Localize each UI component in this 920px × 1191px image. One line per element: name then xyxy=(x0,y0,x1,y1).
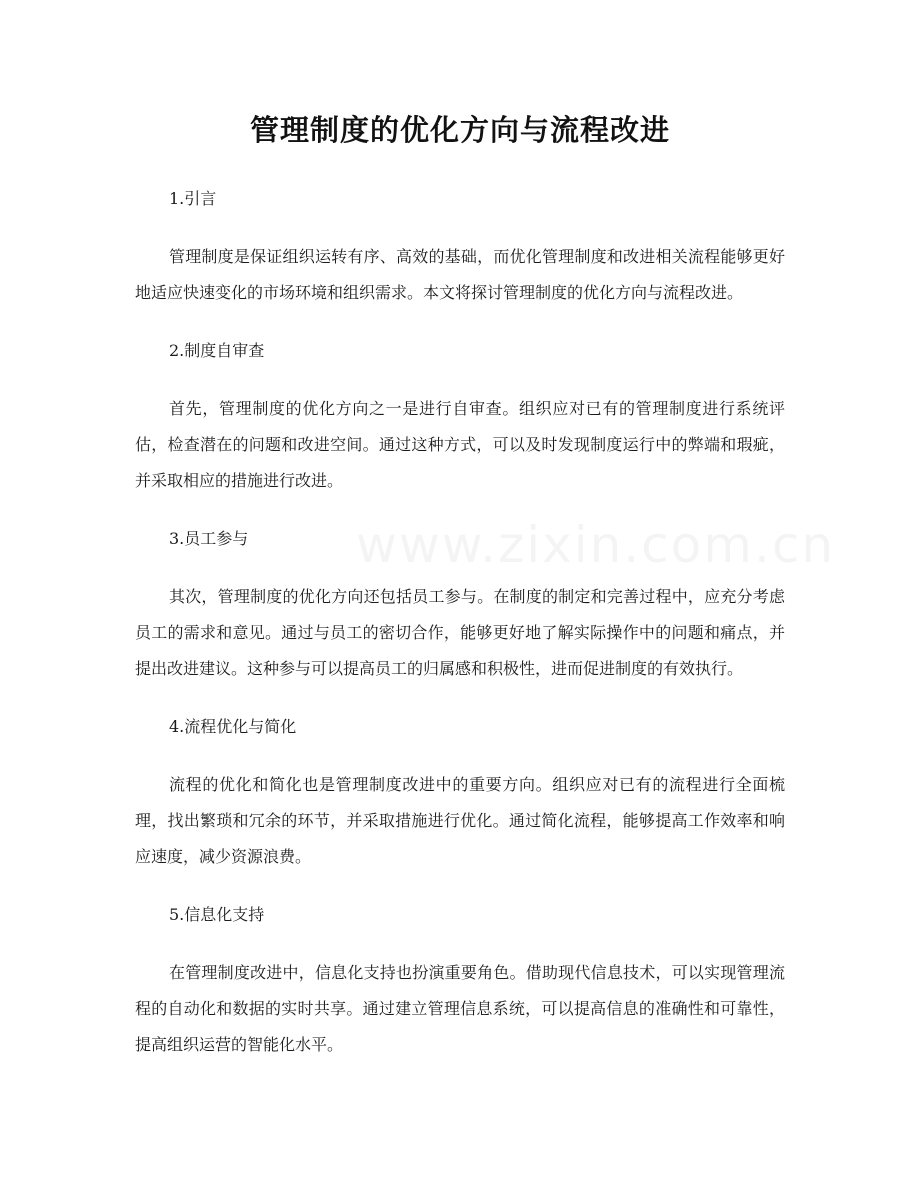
section-paragraph: 管理制度是保证组织运转有序、高效的基础，而优化管理制度和改进相关流程能够更好地适应快速变化的市场环境和组织需求。本文将探讨管理制度的优化方向与流程改进。 xyxy=(135,247,785,302)
section-paragraph: 流程的优化和简化也是管理制度改进中的重要方向。组织应对已有的流程进行全面梳理，找出繁琐和冗余的环节，并采取措施进行优化。通过简化流程，能够提高工作效率和响应速度，减少资源浪费。 xyxy=(135,775,785,866)
section-heading: 3.员工参与 xyxy=(169,529,249,548)
section-paragraph: 其次，管理制度的优化方向还包括员工参与。在制度的制定和完善过程中，应充分考虑员工的需求和意见。通过与员工的密切合作，能够更好地了解实际操作中的问题和痛点，并提出改进建议。这种参与可以提高员工的归属感和积极性，进而促进制度的有效执行。 xyxy=(135,587,785,678)
section-heading: 4.流程优化与简化 xyxy=(169,717,297,736)
document-body xyxy=(135,181,785,1063)
section-paragraph: 在管理制度改进中，信息化支持也扮演重要角色。借助现代信息技术，可以实现管理流程的自动化和数据的实时共享。通过建立管理信息系统，可以提高信息的准确性和可靠性，提高组织运营的智能化水平。 xyxy=(135,963,785,1054)
section-self-review xyxy=(135,333,785,521)
section-heading: 2.制度自审查 xyxy=(169,341,265,360)
section-heading: 5.信息化支持 xyxy=(169,905,265,924)
section-introduction xyxy=(135,181,785,333)
section-paragraph: 首先，管理制度的优化方向之一是进行自审查。组织应对已有的管理制度进行系统评估，检查潜在的问题和改进空间。通过这种方式，可以及时发现制度运行中的弊端和瑕疵，并采取相应的措施进行改进。 xyxy=(135,399,785,490)
section-employee-participation xyxy=(135,521,785,709)
section-process-optimization xyxy=(135,709,785,897)
section-information-support xyxy=(135,897,785,1063)
section-heading: 1.引言 xyxy=(169,189,217,208)
page-title: 管理制度的优化方向与流程改进 xyxy=(249,113,670,147)
